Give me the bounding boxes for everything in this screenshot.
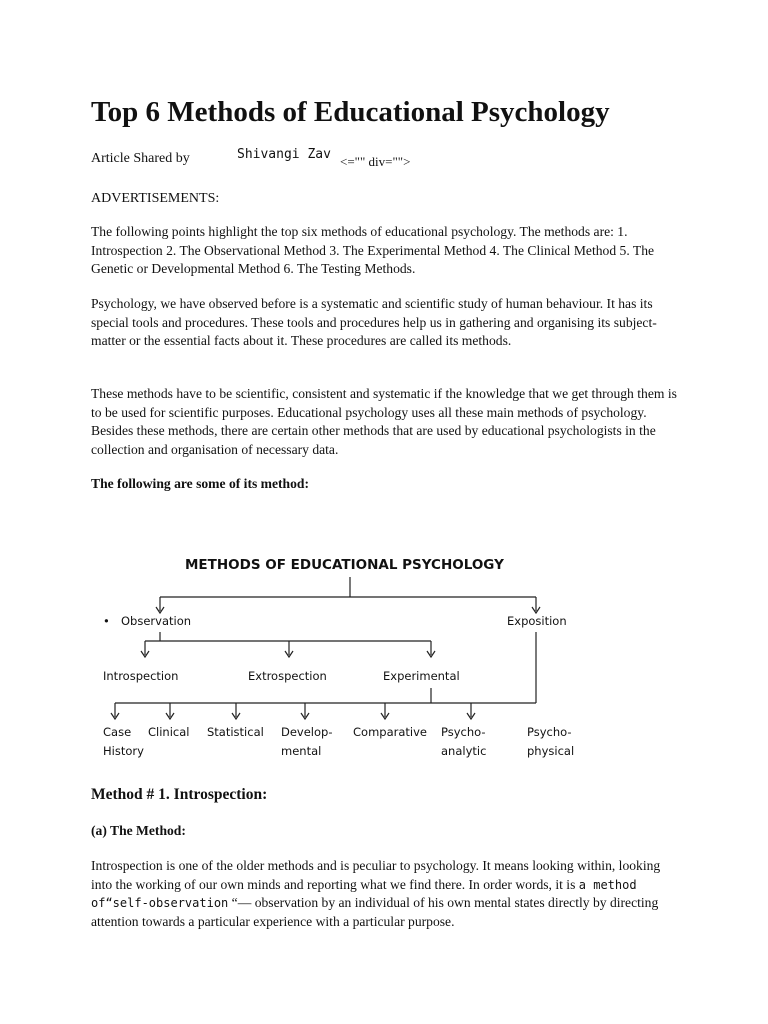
author-trail-text: <="" div=""> (340, 154, 411, 169)
psychology-paragraph: Psychology, we have observed before is a systematic and scientific study of human behaviour. It has its special tools and procedures. These tools and procedures help us in gathering and organising its subject-matter or the essential facts about it. These procedures are called its methods. (91, 296, 657, 348)
node-psychoanalytic-2: analytic (441, 744, 487, 758)
node-case-history: Case (103, 725, 132, 739)
node-developmental: Develop- (281, 725, 333, 739)
node-statistical: Statistical (207, 725, 264, 739)
node-psychophysical: Psycho- (527, 725, 572, 739)
self-observation-phrase: a method of“self-observation (91, 877, 637, 910)
diagram-title: METHODS OF EDUCATIONAL PSYCHOLOGY (185, 557, 504, 573)
introspection-paragraph (91, 857, 681, 931)
introspection-text-end: “— observation by an individual of his own mental states directly by directing attention towards a particular experience with a particular purpose. (91, 895, 659, 929)
node-comparative: Comparative (353, 725, 427, 739)
methods-diagram (95, 545, 580, 770)
node-experimental: Experimental (383, 669, 460, 683)
node-developmental-2: mental (281, 744, 322, 758)
intro-paragraph: The following points highlight the top six methods of educational psychology. The methods are: 1. Introspection 2. The Observational Method 3. The Experimental Method 4. The Clinical Method 5. The Genetic or Developmental Method 6. The Testing Methods. (91, 224, 655, 276)
sub-heading-a: (a) The Method: (91, 823, 186, 838)
node-exposition: Exposition (507, 614, 567, 628)
node-extrospection: Extrospection (248, 669, 327, 683)
byline (91, 147, 411, 169)
methods-paragraph: These methods have to be scientific, consistent and systematic if the knowledge that we get through them is to be used for scientific purposes. Educational psychology uses all these main methods of psychology. Besides these methods, there are certain other methods that are used by educational psychologists in the collection and organisation of necessary data. (91, 386, 677, 457)
author-name[interactable]: Shivangi Zav (237, 147, 331, 162)
diagram-bullet: • (103, 614, 110, 628)
node-psychophysical-2: physical (527, 744, 575, 758)
node-introspection: Introspection (103, 669, 179, 683)
article-title: Top 6 Methods of Educational Psychology (91, 96, 610, 128)
following-heading: The following are some of its method: (91, 476, 309, 491)
node-case-history-2: History (103, 744, 144, 758)
method-1-heading: Method # 1. Introspection: (91, 786, 268, 803)
shared-by-label: Article Shared by (91, 151, 190, 166)
node-psychoanalytic: Psycho- (441, 725, 486, 739)
advertisements-label: ADVERTISEMENTS: (91, 191, 220, 206)
node-clinical: Clinical (148, 725, 190, 739)
node-observation: Observation (121, 614, 192, 628)
introspection-text-start: Introspection is one of the older methods and is peculiar to psychology. It means looking within, looking into the working of our own minds and reporting what we find there. In order words, it is (91, 858, 661, 892)
